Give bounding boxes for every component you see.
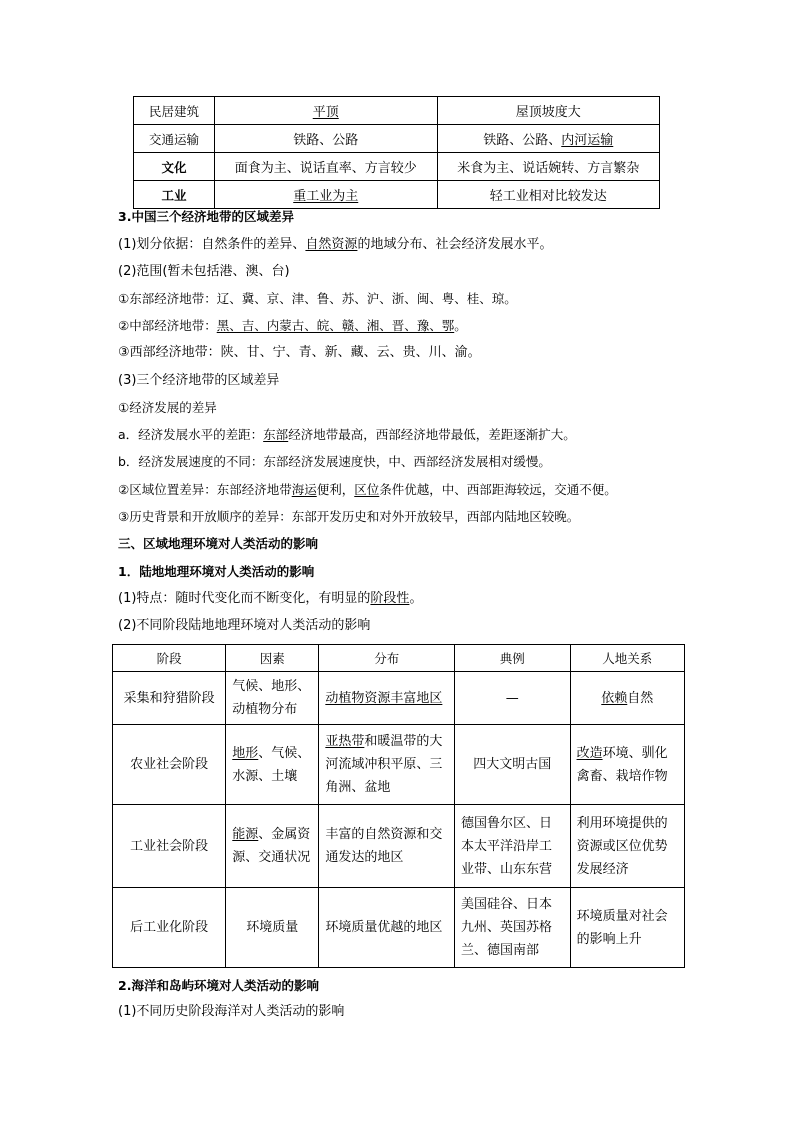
- stage-cell: 采集和狩猎阶段: [113, 672, 226, 725]
- paragraph: ②中部经济地带：黑、吉、内蒙古、皖、赣、湘、晋、豫、鄂。: [118, 318, 467, 333]
- paragraph: (2)范围(暂未包括港、澳、台): [118, 264, 290, 279]
- paragraph: (1)特点：随时代变化而不断变化，有明显的阶段性。: [118, 591, 423, 606]
- row-label: 工业: [134, 181, 215, 209]
- row-label: 民居建筑: [134, 97, 215, 125]
- paragraph: ②区域位置差异：东部经济地带海运便利，区位条件优越，中、西部距海较远，交通不便。: [118, 482, 617, 497]
- example-cell: 德国鲁尔区、日本太平洋沿岸工业带、山东东营: [455, 805, 571, 888]
- paragraph: (1)划分依据：自然条件的差异、自然资源的地域分布、社会经济发展水平。: [118, 237, 553, 252]
- stage-cell: 工业社会阶段: [113, 805, 226, 888]
- distribution-cell: 动植物资源丰富地区: [319, 672, 455, 725]
- paragraph: b．经济发展速度的不同：东部经济发展速度快，中、西部经济发展相对缓慢。: [118, 454, 551, 469]
- north-cell: 面食为主、说话直率、方言较少: [215, 153, 438, 181]
- factor-cell: 地形、气候、水源、土壤: [226, 725, 319, 805]
- table-row: [113, 888, 685, 968]
- relation-cell: 利用环境提供的资源或区位优势发展经济: [570, 805, 684, 888]
- north-south-comparison-table: [133, 96, 660, 209]
- distribution-cell: 丰富的自然资源和交通发达的地区: [319, 805, 455, 888]
- part-heading: 三、区域地理环境对人类活动的影响: [118, 536, 319, 551]
- column-header: 因素: [226, 645, 319, 672]
- north-cell: 铁路、公路: [215, 125, 438, 153]
- relation-cell: 依赖自然: [570, 672, 684, 725]
- table-row: [113, 672, 685, 725]
- south-cell: 铁路、公路、内河运输: [437, 125, 660, 153]
- paragraph: (2)不同阶段陆地地理环境对人类活动的影响: [118, 618, 371, 633]
- south-cell: 屋顶坡度大: [437, 97, 660, 125]
- paragraph: ①经济发展的差异: [118, 400, 217, 415]
- table-row: [134, 181, 660, 209]
- paragraph: ③历史背景和开放顺序的差异：东部开发历史和对外开放较早，西部内陆地区较晚。: [118, 509, 580, 524]
- example-cell: 四大文明古国: [455, 725, 571, 805]
- column-header: 分布: [319, 645, 455, 672]
- column-header: 人地关系: [570, 645, 684, 672]
- table-row: [113, 805, 685, 888]
- stages-table: [112, 644, 685, 968]
- paragraph: (1)不同历史阶段海洋对人类活动的影响: [118, 1004, 345, 1019]
- relation-cell: 改造环境、驯化禽畜、栽培作物: [570, 725, 684, 805]
- paragraph: (3)三个经济地带的区域差异: [118, 373, 280, 388]
- distribution-cell: 环境质量优越的地区: [319, 888, 455, 968]
- table-row: [134, 153, 660, 181]
- row-label: 文化: [134, 153, 215, 181]
- distribution-cell: 亚热带和暖温带的大河流域冲积平原、三角洲、盆地: [319, 725, 455, 805]
- example-cell: 美国硅谷、日本九州、英国苏格兰、德国南部: [455, 888, 571, 968]
- column-header: 阶段: [113, 645, 226, 672]
- south-cell: 轻工业相对比较发达: [437, 181, 660, 209]
- stage-cell: 农业社会阶段: [113, 725, 226, 805]
- paragraph: ①东部经济地带：辽、冀、京、津、鲁、苏、沪、浙、闽、粤、桂、琼。: [118, 291, 517, 306]
- row-label: 交通运输: [134, 125, 215, 153]
- north-cell: 平顶: [215, 97, 438, 125]
- factor-cell: 气候、地形、动植物分布: [226, 672, 319, 725]
- stage-cell: 后工业化阶段: [113, 888, 226, 968]
- table-header-row: [113, 645, 685, 672]
- column-header: 典例: [455, 645, 571, 672]
- subsection-heading: 2.海洋和岛屿环境对人类活动的影响: [118, 978, 319, 993]
- table-row: [134, 125, 660, 153]
- north-cell: 重工业为主: [215, 181, 438, 209]
- factor-cell: 环境质量: [226, 888, 319, 968]
- factor-cell: 能源、金属资源、交通状况: [226, 805, 319, 888]
- table-row: [134, 97, 660, 125]
- south-cell: 米食为主、说话婉转、方言繁杂: [437, 153, 660, 181]
- example-cell: —: [455, 672, 571, 725]
- relation-cell: 环境质量对社会的影响上升: [570, 888, 684, 968]
- section-heading: 3.中国三个经济地带的区域差异: [118, 209, 294, 224]
- subsection-heading: 1．陆地地理环境对人类活动的影响: [118, 564, 315, 579]
- table-row: [113, 725, 685, 805]
- paragraph: a．经济发展水平的差距：东部经济地带最高，西部经济地带最低，差距逐渐扩大。: [118, 427, 576, 442]
- paragraph: ③西部经济地带：陕、甘、宁、青、新、藏、云、贵、川、渝。: [118, 345, 481, 360]
